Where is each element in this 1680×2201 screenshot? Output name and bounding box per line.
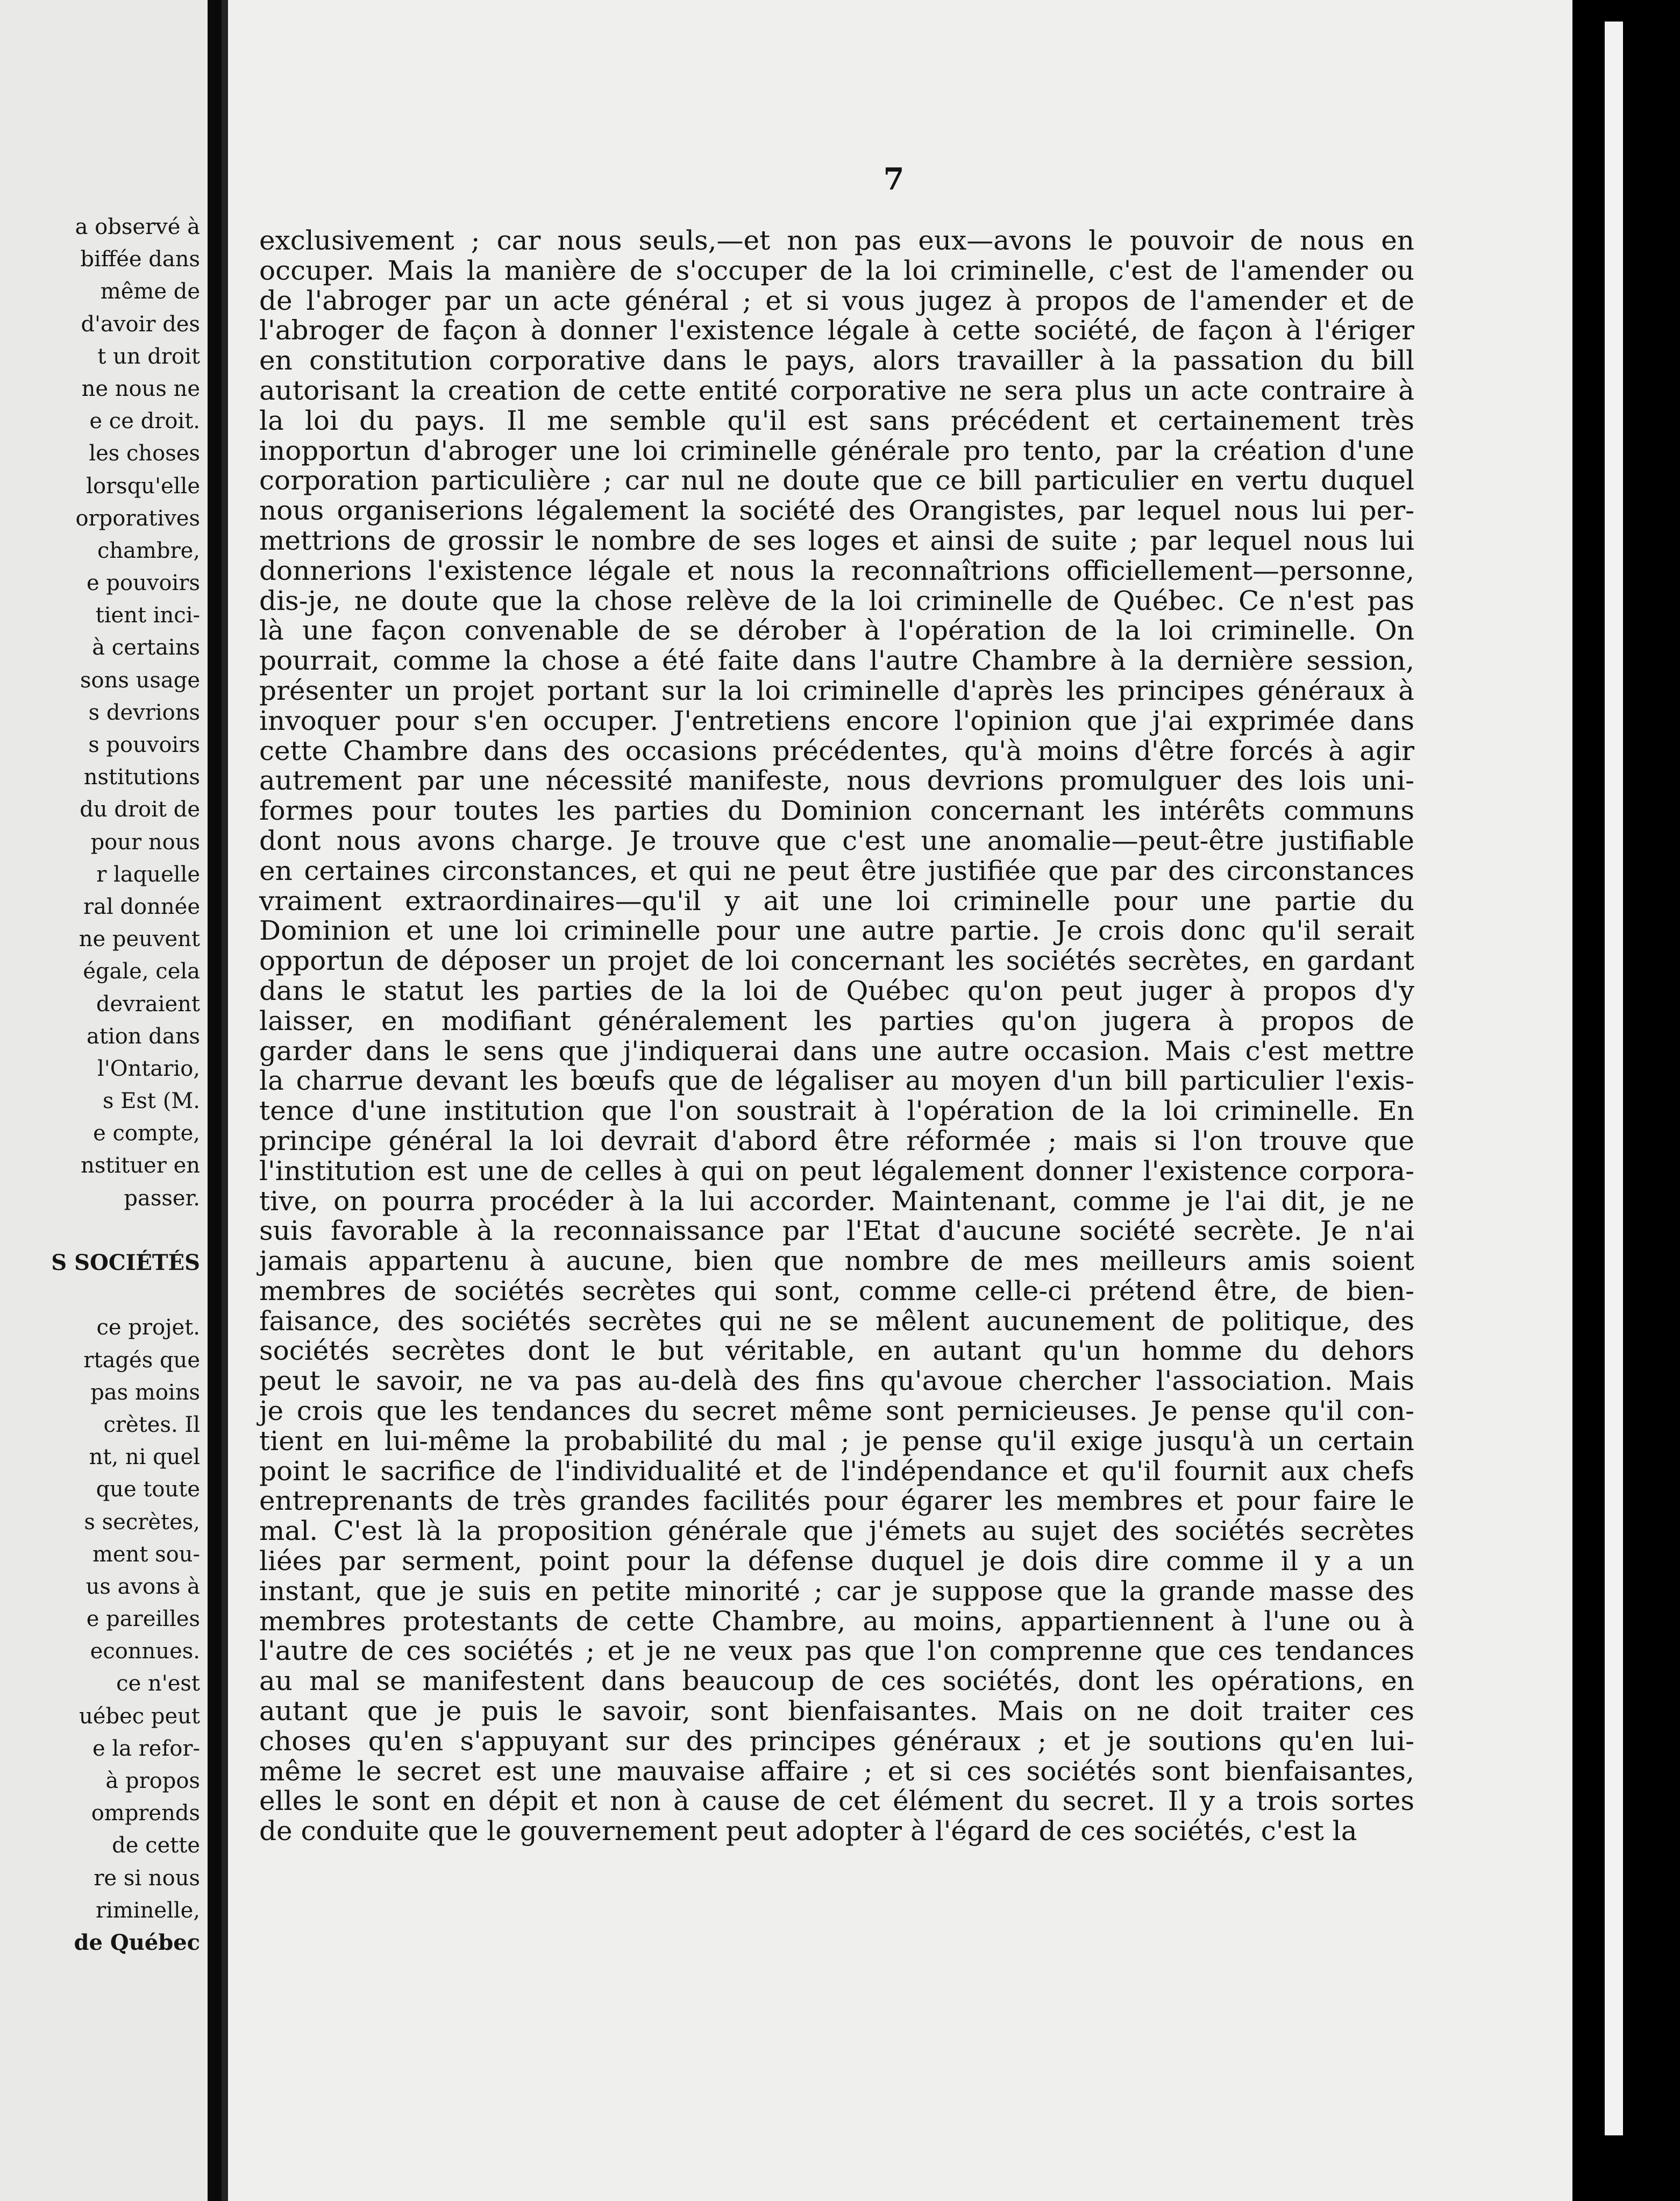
fragment-line: uébec peut [79,1703,200,1729]
page-number: 7 [883,161,905,197]
text-line: peut le savoir, ne va pas au-delà des fins qu'avoue chercher l'association. Mais [259,1365,1414,1397]
text-line: mettrions de grossir le nombre de ses loges et ainsi de suite ; par lequel nous lui [259,524,1414,556]
fragment-line: re si nous [94,1865,200,1891]
text-line: tence d'une institution que l'on soustrait à l'opération de la loi criminelle. En [259,1095,1414,1127]
fragment-line: devraient [96,991,200,1017]
text-line: instant, que je suis en petite minorité ; car je suppose que la grande masse des [259,1575,1414,1607]
text-line: tive, on pourra procéder à la lui accorder. Maintenant, comme je l'ai dit, je ne [259,1185,1414,1217]
text-line: vraiment extraordinaires—qu'il y ait une loi criminelle pour une partie du [259,885,1414,917]
fragment-line: les choses [89,441,200,466]
fragment-line: orporatives [75,506,200,531]
fragment-line: econnues. [90,1639,200,1664]
fragment-line: nstituer en [81,1153,200,1178]
fragment-line: lorsqu'elle [86,473,200,499]
fragment-line: à certains [92,635,200,661]
fragment-line: de Québec [74,1929,200,1955]
fragment-line: ral donnée [83,894,200,919]
fragment-line: biffée dans [80,247,200,272]
fragment-line: e compte, [93,1121,200,1146]
fragment-line: r laquelle [96,862,200,887]
text-line: principe général la loi devrait d'abord être réformée ; mais si l'on trouve que [259,1125,1414,1156]
text-line: en certaines circonstances, et qui ne peut être justifiée que par des circonstances [259,855,1414,886]
fragment-line [0,1279,200,1311]
fragment-line: e la refor- [92,1736,200,1761]
text-line: la charrue devant les bœufs que de légaliser au moyen d'un bill particulier l'exis- [259,1065,1414,1097]
text-line: occuper. Mais la manière de s'occuper de la loi criminelle, c'est de l'amender ou [259,254,1414,286]
page-edge-strip [1605,22,1623,2135]
fragment-line: du droit de [80,797,200,822]
text-line: autrement par une nécessité manifeste, nous devrions promulguer des lois uni- [259,765,1414,797]
text-line: présenter un projet portant sur la loi criminelle d'après les principes généraux à [259,674,1414,706]
text-line: membres de sociétés secrètes qui sont, comme celle-ci prétend être, de bien- [259,1275,1414,1307]
text-line: mal. C'est là la proposition générale que j'émets au sujet des sociétés secrètes [259,1515,1414,1547]
document-page [222,0,1572,2201]
text-line: opportun de déposer un projet de loi concernant les sociétés secrètes, en gardant [259,945,1414,977]
text-line: garder dans le sens que j'indiquerai dans une autre occasion. Mais c'est mettre [259,1035,1414,1067]
text-line: entreprenants de très grandes facilités pour égarer les membres et pour faire le [259,1485,1414,1517]
text-line: elles le sont en dépit et non à cause de cet élément du secret. Il y a trois sortes [259,1785,1414,1817]
adjacent-page-fragment [0,0,208,2201]
text-line: je crois que les tendances du secret même sont pernicieuses. Je pense qu'il con- [259,1395,1414,1427]
fragment-line: omprends [91,1801,200,1826]
fragment-line: crètes. Il [103,1412,200,1437]
fragment-line: sons usage [80,668,200,693]
fragment-line: passer. [124,1185,200,1211]
fragment-line: nt, ni quel [89,1445,200,1470]
text-line: donnerions l'existence légale et nous la reconnaîtrions officiellement—personne, [259,555,1414,586]
text-line: de conduite que le gouvernement peut adopter à l'égard de ces sociétés, c'est la [259,1815,1357,1847]
fragment-line: nstitutions [83,765,200,790]
text-line: au mal se manifestent dans beaucoup de ces sociétés, dont les opérations, en [259,1665,1414,1697]
text-line: laisser, en modifiant généralement les parties qu'on jugera à propos de [259,1005,1414,1036]
fragment-line: S SOCIÉTÉS [51,1250,200,1275]
fragment-line: s secrètes, [84,1509,200,1535]
scan-border [1572,0,1680,2201]
text-line: Dominion et une loi criminelle pour une autre partie. Je crois donc qu'il serait [259,915,1414,947]
text-line: membres protestants de cette Chambre, au moins, appartiennent à l'une ou à [259,1605,1414,1637]
fragment-line: d'avoir des [81,311,200,337]
text-line: choses qu'en s'appuyant sur des principes généraux ; et je soutions qu'en lui- [259,1725,1414,1757]
page-left-rule [222,0,228,2201]
text-line: tient en lui-même la probabilité du mal ; je pense qu'il exige jusqu'à un certain [259,1425,1414,1457]
fragment-line: même de [100,279,200,304]
text-line: la loi du pays. Il me semble qu'il est sans précédent et certainement très [259,404,1414,436]
text-line: dont nous avons charge. Je trouve que c'est une anomalie—peut-être justifiable [259,825,1414,856]
fragment-line: t un droit [97,344,200,369]
fragment-line: ation dans [86,1024,200,1049]
fragment-line: e pouvoirs [87,571,200,596]
text-line: nous organiserions légalement la société des Orangistes, par lequel nous lui per- [259,495,1414,527]
text-line: l'institution est une de celles à qui on peut légalement donner l'existence corpora- [259,1155,1414,1187]
text-line: l'abroger de façon à donner l'existence légale à cette société, de façon à l'ériger [259,315,1414,346]
text-line: suis favorable à la reconnaissance par l'Etat d'aucune société secrète. Je n'ai [259,1215,1414,1247]
text-line: là une façon convenable de se dérober à l'opération de la loi criminelle. On [259,615,1414,647]
fragment-line: l'Ontario, [97,1056,200,1081]
adjacent-page-text [0,211,200,1959]
fragment-line: us avons à [86,1574,200,1599]
fragment-line: s pouvoirs [88,733,200,757]
fragment-line: ce n'est [116,1671,200,1696]
text-line: l'autre de ces sociétés ; et je ne veux pas que l'on comprenne que ces tendances [259,1635,1414,1667]
fragment-line: ne nous ne [81,376,200,401]
fragment-line: s Est (M. [102,1089,200,1114]
text-line: sociétés secrètes dont le but véritable, en autant qu'un homme du dehors [259,1335,1414,1367]
fragment-line: pour nous [90,829,200,855]
text-line: autant que je puis le savoir, sont bienfaisantes. Mais on ne doit traiter ces [259,1695,1414,1727]
fragment-line: ment sou- [92,1542,200,1567]
fragment-line: à propos [105,1769,200,1793]
fragment-line: chambre, [97,538,200,563]
fragment-line: égale, cela [83,959,200,984]
text-line: en constitution corporative dans le pays, alors travailler à la passation du bill [259,345,1414,377]
text-line: corporation particulière ; car nul ne doute que ce bill particulier en vertu duquel [259,465,1414,496]
page-gutter [208,0,222,2201]
text-line: même le secret est une mauvaise affaire ; et si ces sociétés sont bienfaisantes, [259,1755,1414,1787]
fragment-line: ne peuvent [79,927,200,952]
fragment-line: s devrions [88,700,200,725]
fragment-line: rtagés que [83,1347,200,1373]
fragment-line: e pareilles [86,1607,200,1632]
text-line: dans le statut les parties de la loi de Québec qu'on peut juger à propos d'y [259,975,1414,1006]
text-line: invoquer pour s'en occuper. J'entretiens encore l'opinion que j'ai exprimée dans [259,705,1414,736]
fragment-line: que toute [96,1477,200,1502]
text-line: inopportun d'abroger une loi criminelle générale pro tento, par la création d'une [259,435,1414,466]
fragment-line: de cette [112,1833,200,1858]
fragment-line [0,1215,200,1247]
body-text [259,226,1414,1847]
text-line: de l'abroger par un acte général ; et si vous jugez à propos de l'amender et de [259,285,1414,316]
text-line: point le sacrifice de l'individualité et de l'indépendance et qu'il fournit aux chefs [259,1455,1414,1487]
fragment-line: a observé à [75,215,200,239]
text-line: faisance, des sociétés secrètes qui ne se mêlent aucunement de politique, des [259,1305,1414,1337]
text-line: formes pour toutes les parties du Dominion concernant les intérêts communs [259,795,1414,827]
text-line: pourrait, comme la chose a été faite dans l'autre Chambre à la dernière session, [259,645,1414,677]
fragment-line: ce projet. [96,1315,200,1340]
fragment-line: tient inci- [95,603,200,628]
text-line: exclusivement ; car nous seuls,—et non pas eux—avons le pouvoir de nous en [259,225,1414,256]
fragment-line: riminelle, [95,1898,200,1923]
text-line: dis-je, ne doute que la chose relève de la loi criminelle de Québec. Ce n'est pas [259,585,1414,616]
fragment-line: pas moins [90,1380,200,1405]
fragment-line: e ce droit. [89,409,200,434]
text-line: autorisant la creation de cette entité corporative ne sera plus un acte contraire à [259,374,1414,406]
text-line: jamais appartenu à aucune, bien que nombre de mes meilleurs amis soient [259,1245,1414,1277]
text-line: cette Chambre dans des occasions précédentes, qu'à moins d'être forcés à agir [259,735,1414,766]
text-line: liées par serment, point pour la défense duquel je dois dire comme il y a un [259,1545,1414,1577]
